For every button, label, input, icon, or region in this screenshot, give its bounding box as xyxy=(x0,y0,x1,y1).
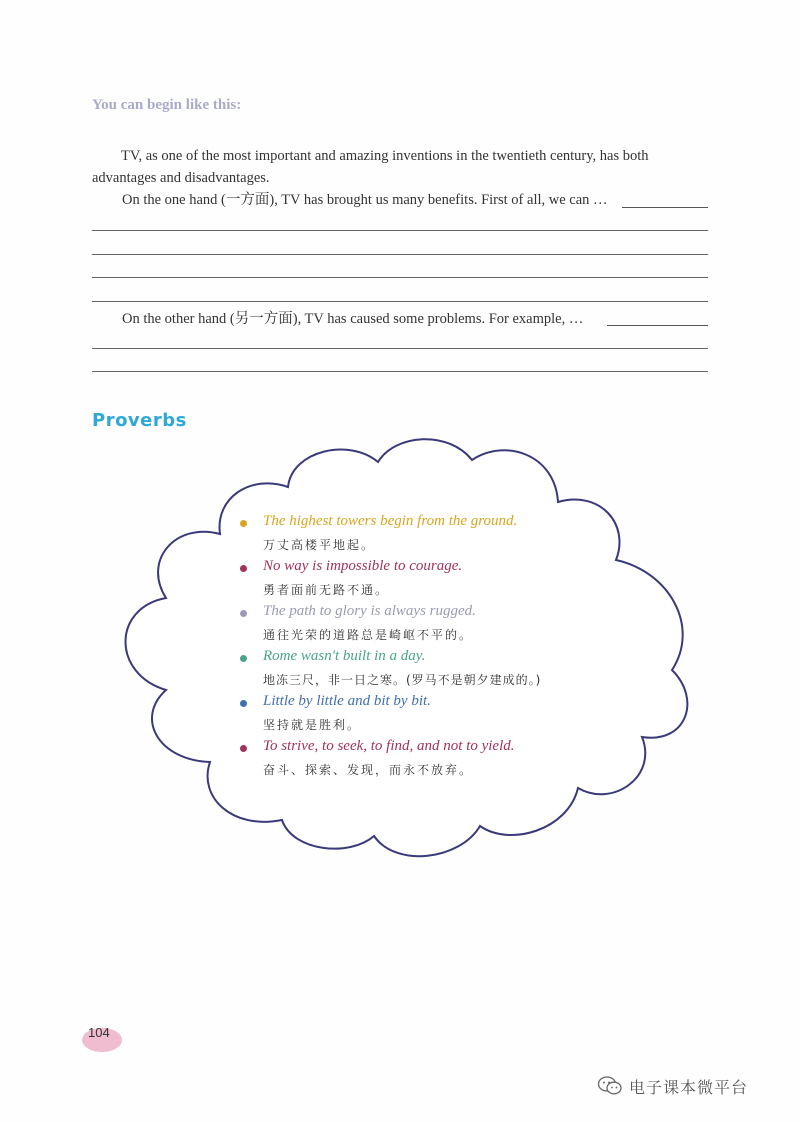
essay-paragraph-1: TV, as one of the most important and amazing inventions in the twentieth century, has both advantages and disadvantages. xyxy=(92,148,649,186)
essay-paragraph-3-start: On the other hand (另一方面), TV has caused some problems. For example, … xyxy=(122,311,584,327)
proverb-item xyxy=(240,736,580,781)
wechat-icon xyxy=(597,1075,623,1097)
bullet-dot-icon xyxy=(240,655,247,662)
proverb-english: Little by little and bit by bit. xyxy=(263,693,431,709)
proverb-english: Rome wasn't built in a day. xyxy=(263,648,426,664)
proverb-english: The path to glory is always rugged. xyxy=(263,603,476,619)
bullet-dot-icon xyxy=(240,745,247,752)
proverbs-title: Proverbs xyxy=(92,410,187,431)
essay-paragraph-2-start: On the one hand (一方面), TV has brought us many benefits. First of all, we can … xyxy=(122,192,608,208)
proverb-english: The highest towers begin from the ground. xyxy=(263,513,518,529)
bullet-dot-icon xyxy=(240,610,247,617)
page-number: 104 xyxy=(88,1025,110,1040)
answer-line-1[interactable] xyxy=(92,230,708,231)
proverb-chinese: 坚持就是胜利。 xyxy=(263,718,362,732)
proverb-chinese: 地冻三尺，非一日之寒。(罗马不是朝夕建成的。) xyxy=(263,673,542,687)
proverb-chinese: 通往光荣的道路总是崎岖不平的。 xyxy=(263,628,474,642)
proverb-chinese: 万丈高楼平地起。 xyxy=(263,538,376,552)
intro-heading: You can begin like this: xyxy=(92,97,242,113)
proverb-item xyxy=(240,691,580,736)
answer-line-2[interactable] xyxy=(92,254,708,255)
watermark-text: 电子课本微平台 xyxy=(629,1077,749,1097)
answer-blank-2[interactable] xyxy=(607,325,708,326)
answer-line-6[interactable] xyxy=(92,371,708,372)
answer-line-4[interactable] xyxy=(92,301,708,302)
proverb-chinese: 奋斗、探索、发现，而永不放弃。 xyxy=(263,763,474,777)
bullet-dot-icon xyxy=(240,565,247,572)
watermark xyxy=(597,1074,748,1098)
proverb-english: To strive, to seek, to find, and not to yield. xyxy=(263,738,515,754)
proverb-item xyxy=(240,601,580,646)
bullet-dot-icon xyxy=(240,520,247,527)
proverb-list xyxy=(240,511,580,781)
page-number-badge xyxy=(82,1025,122,1053)
proverb-item xyxy=(240,511,580,556)
answer-line-3[interactable] xyxy=(92,277,708,278)
answer-line-5[interactable] xyxy=(92,348,708,349)
proverb-item xyxy=(240,646,580,691)
proverb-chinese: 勇者面前无路不通。 xyxy=(263,583,390,597)
answer-blank-1[interactable] xyxy=(622,207,708,208)
proverb-item xyxy=(240,556,580,601)
proverb-english: No way is impossible to courage. xyxy=(263,558,463,574)
bullet-dot-icon xyxy=(240,700,247,707)
